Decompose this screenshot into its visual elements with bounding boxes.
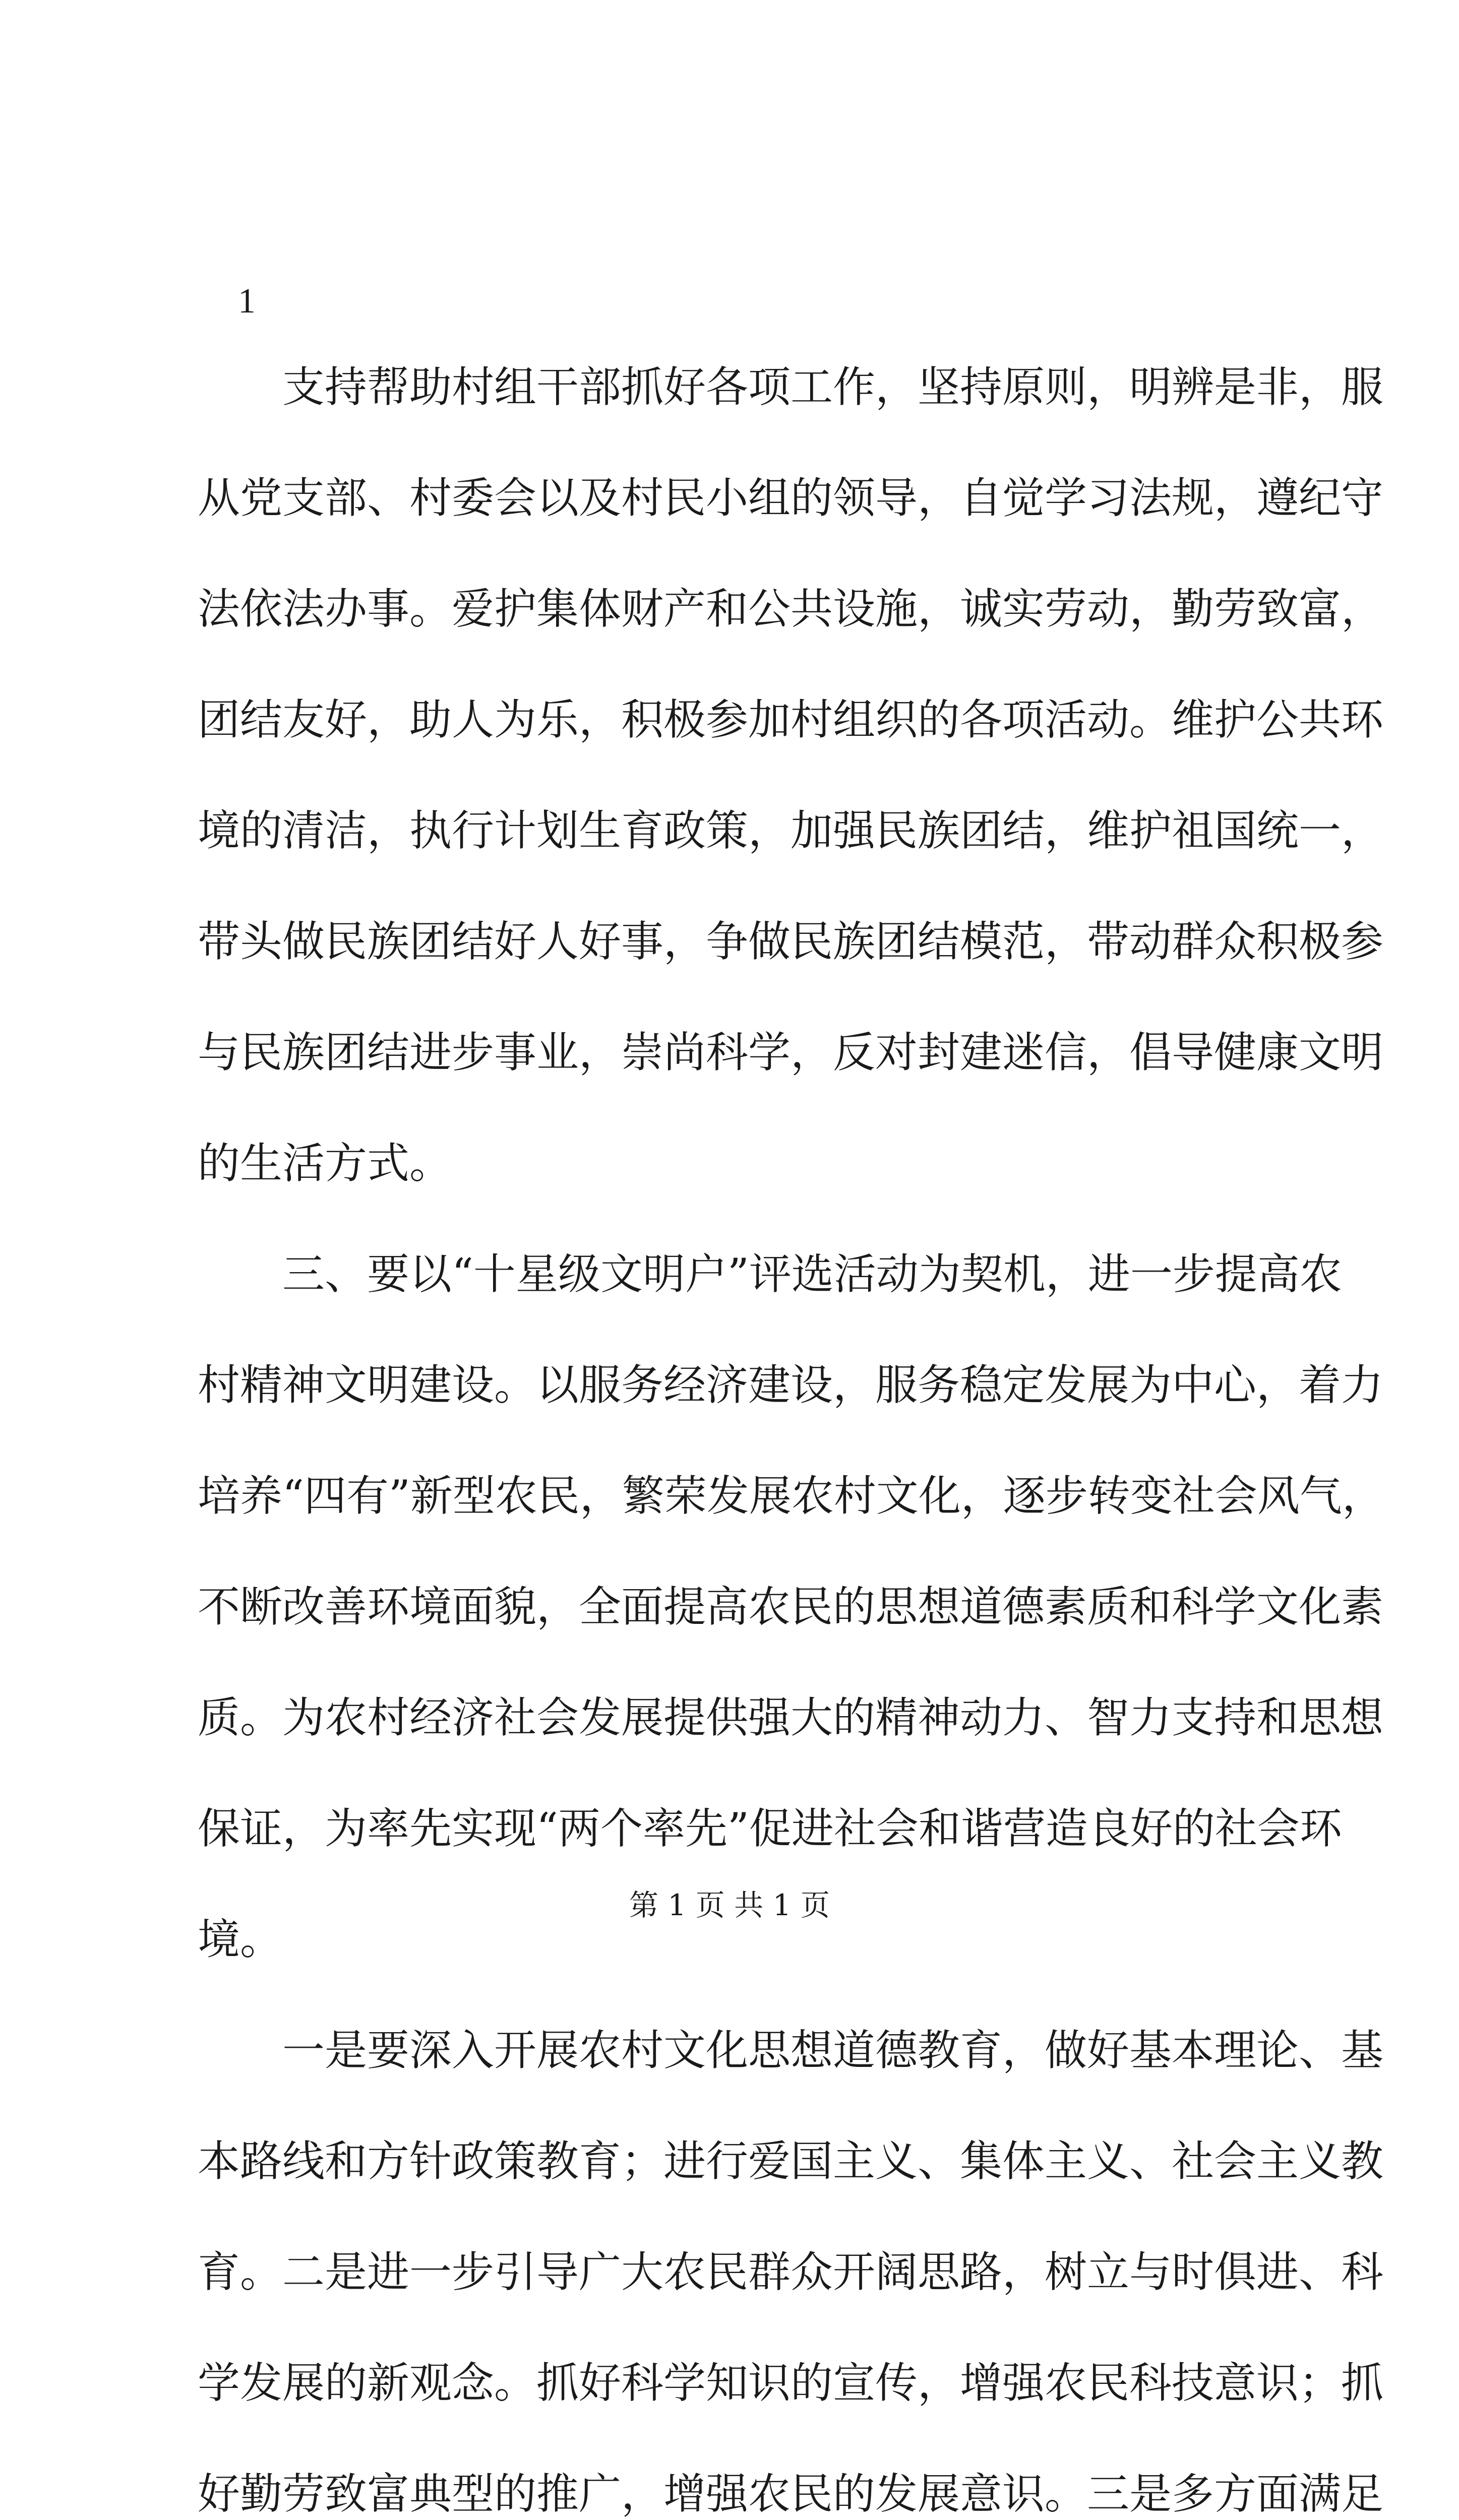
text-line: 的生活方式。 [198, 1139, 452, 1188]
text-line: 培养“四有”新型农民，繁荣发展农村文化，逐步转变社会风气， [198, 1471, 1384, 1521]
text-line: 质。为农村经济社会发展提供强大的精神动力、智力支持和思想 [198, 1693, 1384, 1742]
document-body [198, 332, 1384, 2520]
text-line: 好勤劳致富典型的推广，增强农民的发展意识。三是多方面满足 [198, 2469, 1384, 2518]
text-line: 学发展的新观念。抓好科学知识的宣传，增强农民科技意识；抓 [198, 2358, 1384, 2408]
text-line: 境的清洁，执行计划生育政策，加强民族团结，维护祖国统一， [198, 806, 1384, 855]
text-line: 村精神文明建设。以服务经济建设，服务稳定发展为中心，着力 [198, 1360, 1384, 1410]
text-line: 育。二是进一步引导广大农民群众开阔思路，树立与时俱进、科 [198, 2247, 1384, 2297]
text-line: 与民族团结进步事业，崇尚科学，反对封建迷信，倡导健康文明 [198, 1028, 1384, 1077]
page-footer: 第 1 页 共 1 页 [629, 1888, 830, 1922]
text-line: 支持帮助村组干部抓好各项工作，坚持原则，明辨是非，服 [282, 362, 1384, 412]
text-line: 带头做民族团结好人好事，争做民族团结模范，带动群众积极参 [198, 917, 1384, 966]
top-page-number: 1 [238, 282, 256, 321]
text-line: 本路线和方针政策教育；进行爱国主义、集体主义、社会主义教 [198, 2136, 1384, 2186]
text-line: 三、要以“十星级文明户”评选活动为契机，进一步提高农 [282, 1249, 1342, 1299]
text-line: 保证，为率先实现“两个率先”促进社会和谐营造良好的社会环 [198, 1804, 1342, 1853]
text-line: 法依法办事。爱护集体财产和公共设施，诚实劳动，勤劳致富， [198, 584, 1384, 634]
text-line: 团结友好，助人为乐，积极参加村组织的各项活动。维护公共环 [198, 695, 1384, 744]
text-line: 境。 [198, 1915, 283, 1964]
text-line: 从党支部、村委会以及村民小组的领导，自觉学习法规，遵纪守 [198, 473, 1384, 523]
text-line: 不断改善环境面貌，全面提高农民的思想道德素质和科学文化素 [198, 1582, 1384, 1631]
text-line: 一是要深入开展农村文化思想道德教育，做好基本理论、基 [282, 2026, 1384, 2075]
